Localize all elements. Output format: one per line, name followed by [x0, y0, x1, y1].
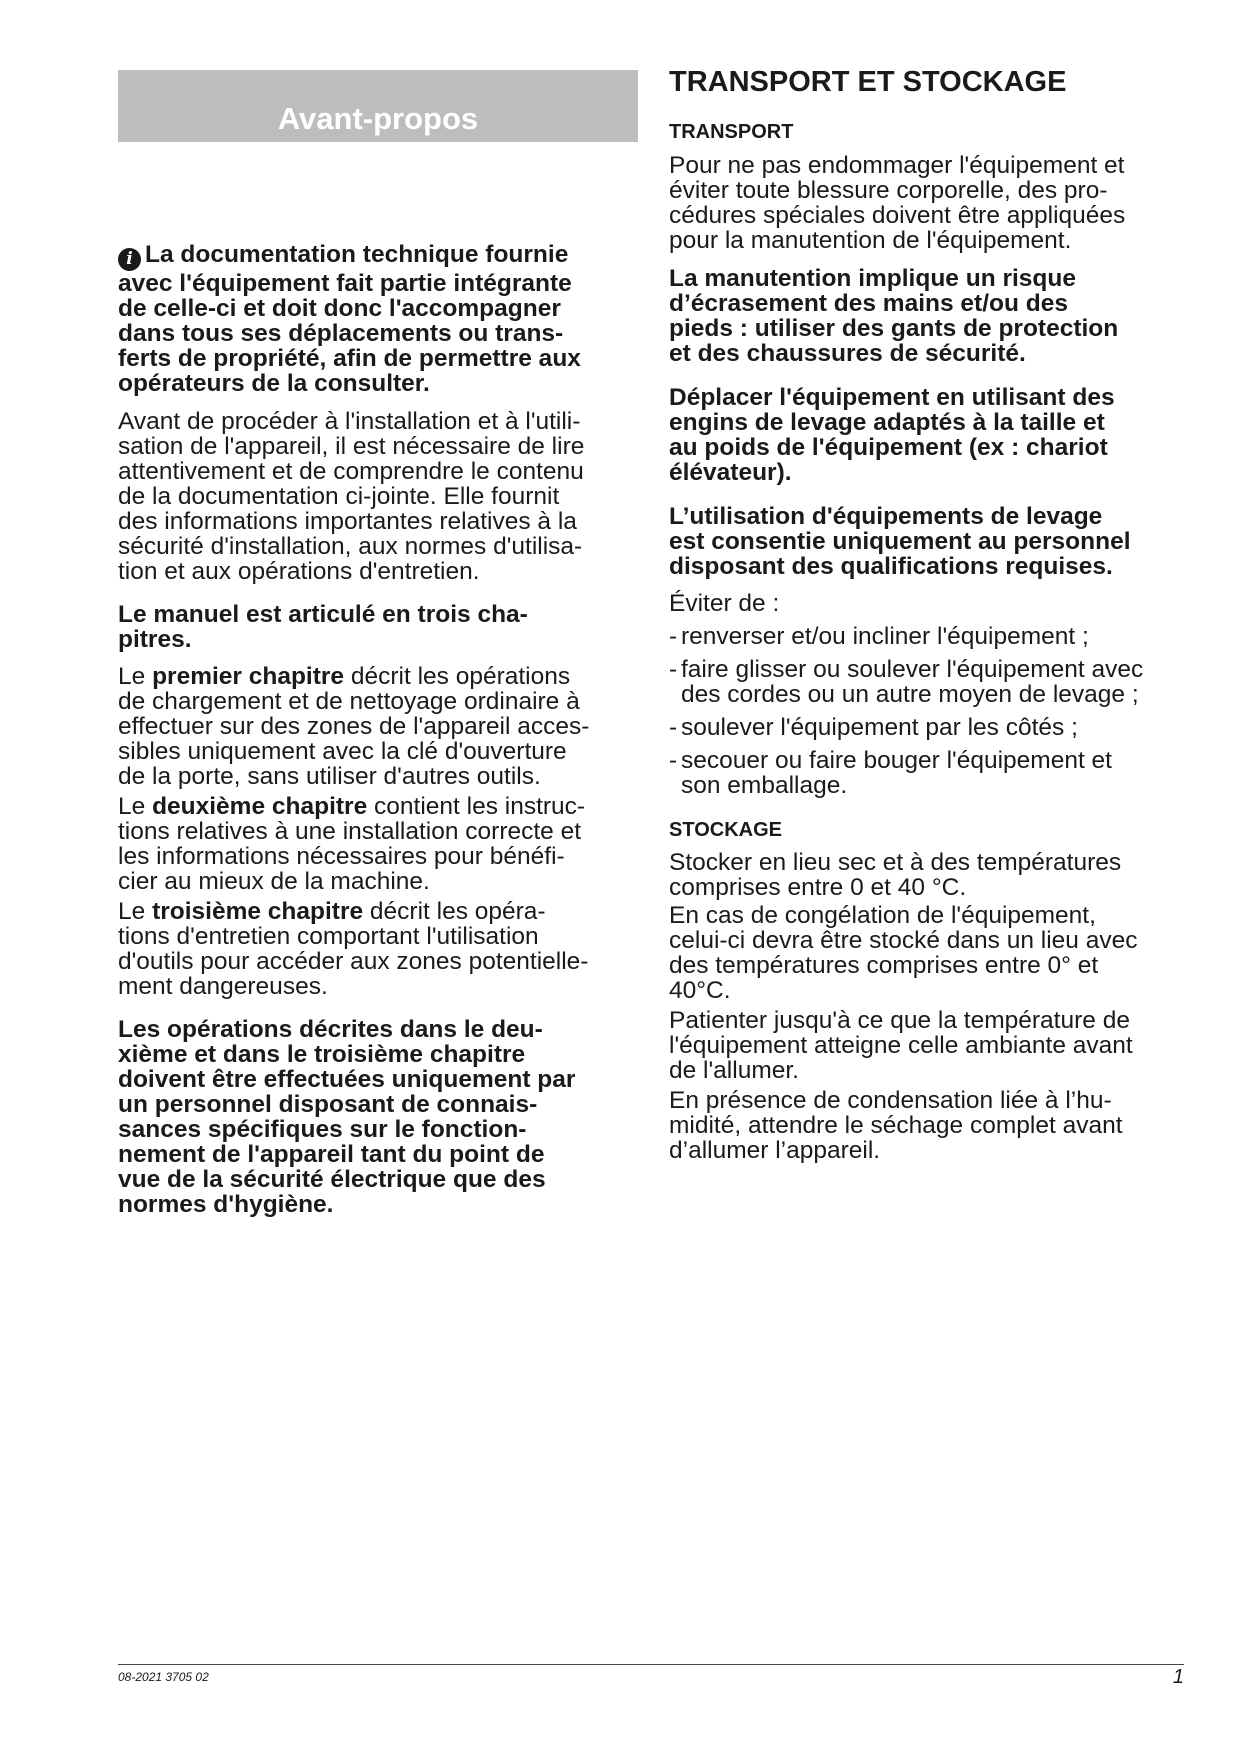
intro-paragraph: [118, 409, 638, 584]
section-banner: [118, 70, 638, 142]
page-title: TRANSPORT ET STOCKAGE: [669, 66, 1067, 98]
intro-line: dans tous ses déplacements ou trans-: [118, 320, 564, 347]
left-column: [118, 70, 638, 1217]
warn-line: d’écrasement des mains et/ou des: [669, 290, 1068, 317]
list-item: - renverser et/ou incliner l'équipement ;: [669, 623, 1089, 650]
list-item: - soulever l'équipement par les côtés ;: [669, 714, 1078, 741]
chapter-line: sibles uniquement avec la clé d'ouverture: [118, 738, 567, 765]
chapter-line: tions d'entretien comportant l'utilisation: [118, 923, 539, 950]
warn-line: est consentie uniquement au personnel: [669, 528, 1131, 555]
right-column: [669, 64, 1189, 1163]
intro-line: opérateurs de la consulter.: [118, 370, 430, 397]
intro-line: de celle-ci et doit donc l'accompagner: [118, 295, 561, 322]
chapter-3-description: Le troisième chapitre décrit les opéra- tions d'entretien comportant l'utilisation d'outils pour accéder aux zones potentielle- ment dangereuses.: [118, 899, 638, 999]
intro-line: avec l'équipement fait partie intégrante: [118, 270, 572, 297]
lifting-warning: [669, 385, 1189, 485]
manual-structure-heading: [118, 602, 638, 652]
para-line: attentivement et de comprendre le contenu: [118, 458, 584, 485]
document-code: 08-2021 3705 02: [118, 1670, 209, 1684]
warn-line: élévateur).: [669, 459, 792, 486]
ops-line: normes d'hygiène.: [118, 1191, 334, 1218]
transport-paragraph: [669, 153, 1189, 253]
chapter-line: les informations nécessaires pour bénéfi-: [118, 843, 565, 870]
chapter-1-description: Le premier chapitre décrit les opérations de chargement et de nettoyage ordinaire à effectuer sur des zones de l'appareil acces- sibles uniquement avec la clé d'ouverture de la porte, sans utiliser d'autres outils.: [118, 664, 638, 789]
ops-line: nement de l'appareil tant du point de: [118, 1141, 545, 1168]
handling-warning: [669, 266, 1189, 366]
transport-line: pour la manutention de l'équipement.: [669, 227, 1072, 254]
chapter-line: de la porte, sans utiliser d'autres outils.: [118, 763, 541, 790]
ops-line: xième et dans le troisième chapitre: [118, 1041, 526, 1068]
manual-line: pitres.: [118, 626, 192, 653]
warn-line: pieds : utiliser des gants de protection: [669, 315, 1119, 342]
info-icon: i: [118, 248, 141, 271]
list-item: - secouer ou faire bouger l'équipement et son emballage.: [669, 747, 1112, 799]
warn-line: L’utilisation d'équipements de levage: [669, 503, 1103, 530]
intro-notice: [118, 242, 638, 396]
warn-line: La manutention implique un risque: [669, 265, 1076, 292]
warn-line: au poids de l'équipement (ex : chariot: [669, 434, 1108, 461]
storage-paragraph: En présence de condensation liée à l’hu- midité, attendre le séchage complet avant d’allumer l’appareil.: [669, 1087, 1123, 1164]
chapter-3-label: troisième chapitre: [152, 898, 364, 925]
chapter-2-label: deuxième chapitre: [152, 793, 368, 820]
chapter-line: cier au mieux de la machine.: [118, 868, 430, 895]
transport-line: Pour ne pas endommager l'équipement et: [669, 152, 1125, 179]
para-line: Avant de procéder à l'installation et à l'utili-: [118, 408, 581, 435]
ops-line: Les opérations décrites dans le deu-: [118, 1016, 543, 1043]
avoid-label: Éviter de :: [669, 590, 780, 617]
transport-heading: TRANSPORT: [669, 121, 794, 143]
ops-line: sances spécifiques sur le fonction-: [118, 1116, 527, 1143]
intro-line: La documentation technique fournie: [145, 241, 569, 268]
transport-line: cédures spéciales doivent être appliquées: [669, 202, 1126, 229]
warn-line: disposant des qualifications requises.: [669, 553, 1113, 580]
chapter-line: ment dangereuses.: [118, 973, 328, 1000]
storage-paragraph: En cas de congélation de l'équipement, celui-ci devra être stocké dans un lieu avec des températures comprises entre 0° et 40°C.: [669, 902, 1138, 1004]
list-item: - faire glisser ou soulever l'équipement avec des cordes ou un autre moyen de levage ;: [669, 656, 1144, 708]
qualified-personnel-warning: [669, 504, 1189, 579]
ops-line: doivent être effectuées uniquement par: [118, 1066, 576, 1093]
chapter-2-description: Le deuxième chapitre contient les instruc- tions relatives à une installation correcte et les informations nécessaires pour bénéfi- cier au mieux de la machine.: [118, 794, 638, 894]
intro-line: ferts de propriété, afin de permettre aux: [118, 345, 581, 372]
manual-line: Le manuel est articulé en trois cha-: [118, 601, 528, 628]
storage-paragraph: Patienter jusqu'à ce que la température de l'équipement atteigne celle ambiante avant de l'allumer.: [669, 1007, 1133, 1084]
para-line: de la documentation ci-jointe. Elle fournit: [118, 483, 560, 510]
avoid-list: [669, 624, 1189, 798]
para-line: des informations importantes relatives à la: [118, 508, 577, 535]
transport-line: éviter toute blessure corporelle, des pro-: [669, 177, 1108, 204]
chapter-line: d'outils pour accéder aux zones potentielle-: [118, 948, 589, 975]
storage-paragraph: Stocker en lieu sec et à des températures comprises entre 0 et 40 °C.: [669, 849, 1122, 901]
banner-title: Avant-propos: [277, 101, 479, 136]
para-line: tion et aux opérations d'entretien.: [118, 558, 480, 585]
para-line: sécurité d'installation, aux normes d'utilisa-: [118, 533, 583, 560]
page-number: 1: [1172, 1666, 1184, 1688]
ops-line: vue de la sécurité électrique que des: [118, 1166, 546, 1193]
warn-line: engins de levage adaptés à la taille et: [669, 409, 1105, 436]
para-line: sation de l'appareil, il est nécessaire de lire: [118, 433, 585, 460]
storage-heading: STOCKAGE: [669, 819, 782, 841]
operations-warning: [118, 1017, 638, 1217]
chapter-line: de chargement et de nettoyage ordinaire à: [118, 688, 580, 715]
chapter-line: tions relatives à une installation correcte et: [118, 818, 582, 845]
chapter-1-label: premier chapitre: [152, 663, 345, 690]
warn-line: et des chaussures de sécurité.: [669, 340, 1026, 367]
footer-divider: [118, 1664, 1184, 1665]
ops-line: un personnel disposant de connais-: [118, 1091, 538, 1118]
chapter-line: effectuer sur des zones de l'appareil acces-: [118, 713, 590, 740]
warn-line: Déplacer l'équipement en utilisant des: [669, 384, 1115, 411]
